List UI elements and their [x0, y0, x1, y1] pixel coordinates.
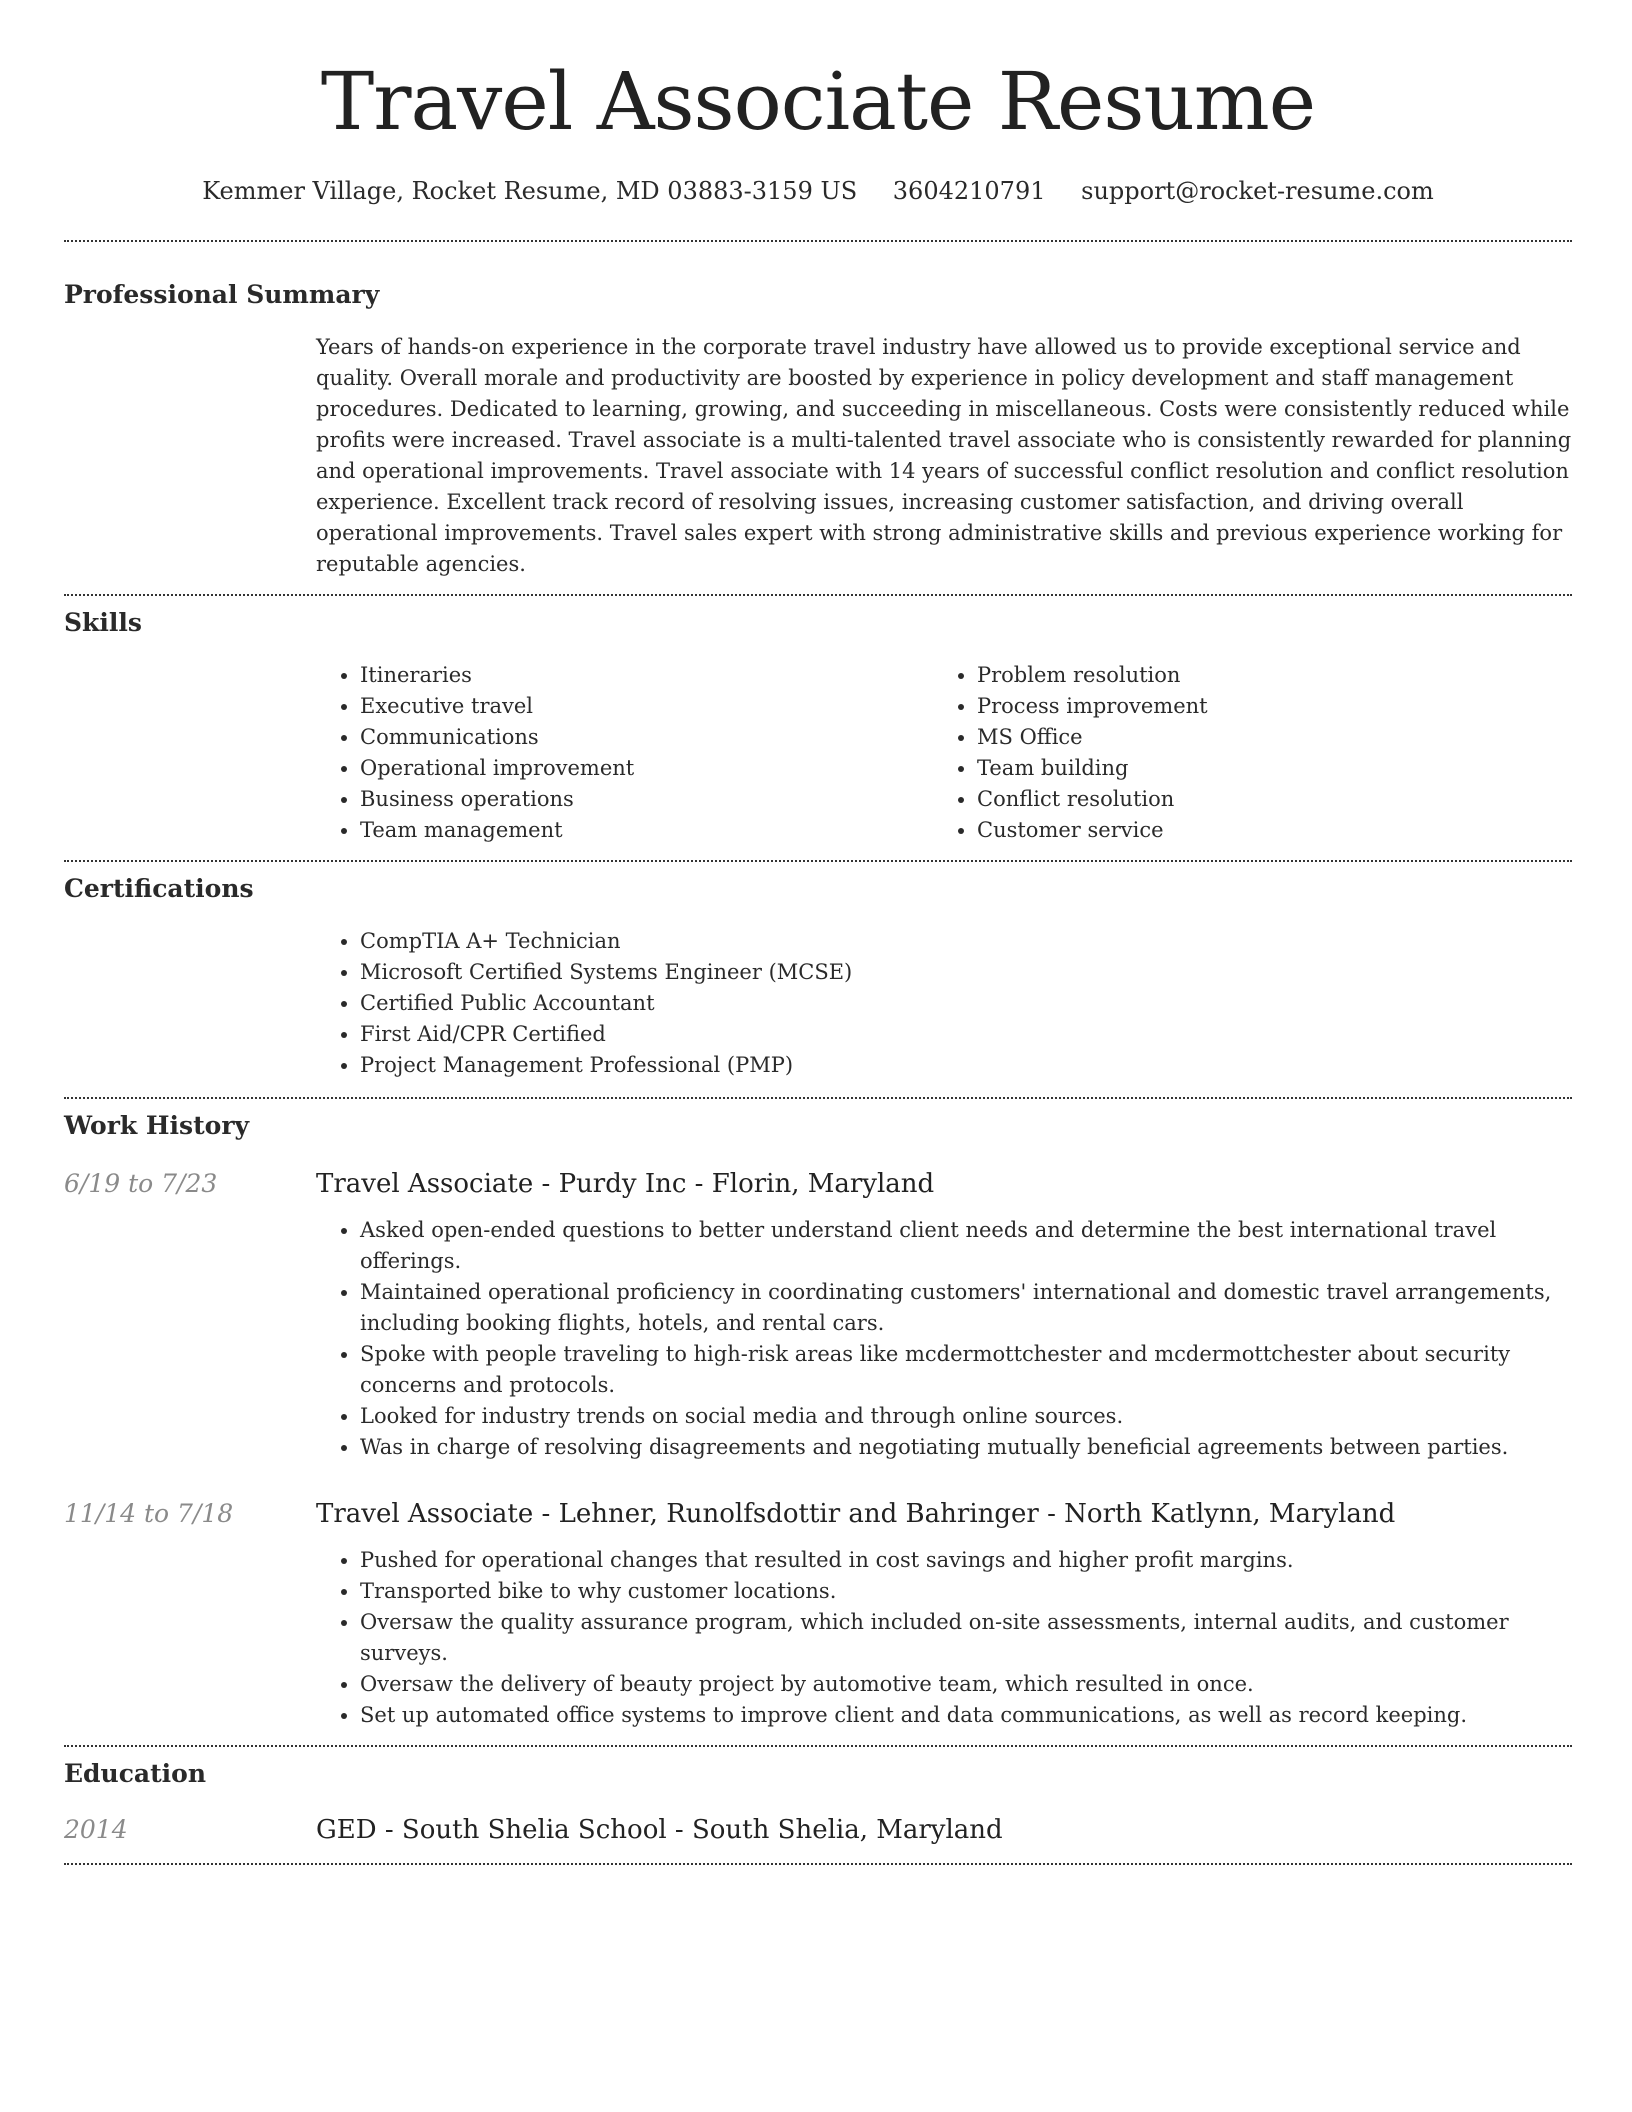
job-title: Travel Associate - Purdy Inc - Florin, Maryland	[316, 1169, 935, 1199]
job-bullet: • Transported bike to why customer locations.	[360, 1576, 1572, 1607]
summary-text: Years of hands-on experience in the corporate travel industry have allowed us to provide exceptional service and quality. Overall morale and productivity are boosted by experience in policy development and staff management procedures. Dedicated to learning, growing, and succeeding in miscellaneous. Costs were consistently reduced while profits were increased. Travel associate is a multi-talented travel associate who is consistently rewarded for planning and operational improvements. Travel associate with 14 years of successful conflict resolution and conflict resolution experience. Excellent track record of resolving issues, increasing customer satisfaction, and driving overall operational improvements. Travel sales expert with strong administrative skills and previous experience working for reputable agencies.	[316, 335, 1572, 576]
certification-item: • CompTIA A+ Technician	[360, 926, 1572, 957]
skill-item: • Customer service	[977, 815, 1550, 846]
contact-line	[64, 174, 1572, 208]
skills-heading: Skills	[64, 608, 142, 637]
skill-item: • Executive travel	[360, 691, 933, 722]
skill-item: • Process improvement	[977, 691, 1550, 722]
job-bullet: • Pushed for operational changes that resulted in cost savings and higher profit margins.	[360, 1545, 1572, 1576]
resume-page	[64, 0, 1572, 1865]
job-bullet: • Was in charge of resolving disagreements and negotiating mutually beneficial agreements between parties.	[360, 1432, 1572, 1463]
skills-list	[316, 660, 1572, 846]
skill-item: • Business operations	[360, 784, 933, 815]
certification-item: • Project Management Professional (PMP)	[360, 1050, 1572, 1081]
work-heading: Work History	[64, 1111, 250, 1140]
skills-column-right	[933, 660, 1550, 846]
divider	[64, 240, 1572, 242]
skill-item: • Team management	[360, 815, 933, 846]
job-bullet: • Asked open-ended questions to better understand client needs and determine the best international travel offerings.	[360, 1215, 1572, 1277]
skill-item: • Communications	[360, 722, 933, 753]
job-entry	[64, 1167, 1572, 1463]
divider	[64, 1863, 1572, 1865]
summary-heading: Professional Summary	[64, 280, 380, 309]
resume-title: Travel Associate Resume	[320, 55, 1316, 148]
certification-item: • First Aid/CPR Certified	[360, 1019, 1572, 1050]
divider	[64, 1745, 1572, 1747]
job-bullet: • Maintained operational proficiency in coordinating customers' international and domestic travel arrangements, including booking flights, hotels, and rental cars.	[360, 1277, 1572, 1339]
skills-column-left	[316, 660, 933, 846]
divider	[64, 594, 1572, 596]
job-bullet: • Oversaw the delivery of beauty project by automotive team, which resulted in once.	[360, 1669, 1572, 1700]
skill-item: • Team building	[977, 753, 1550, 784]
job-bullet: • Looked for industry trends on social media and through online sources.	[360, 1401, 1572, 1432]
job-dates: 11/14 to 7/18	[64, 1499, 234, 1528]
skill-item: • Conflict resolution	[977, 784, 1550, 815]
job-title: Travel Associate - Lehner, Runolfsdottir and Bahringer - North Katlynn, Maryland	[316, 1499, 1396, 1529]
job-bullet: • Set up automated office systems to improve client and data communications, as well as record keeping.	[360, 1700, 1572, 1731]
certification-item: • Microsoft Certified Systems Engineer (MCSE)	[360, 957, 1572, 988]
contact-email: support@rocket-resume.com	[1081, 177, 1434, 205]
skill-item: • Operational improvement	[360, 753, 933, 784]
job-dates: 6/19 to 7/23	[64, 1169, 218, 1198]
job-entry	[64, 1497, 1572, 1731]
divider	[64, 860, 1572, 862]
divider	[64, 1097, 1572, 1099]
skill-item: • MS Office	[977, 722, 1550, 753]
contact-address: Kemmer Village, Rocket Resume, MD 03883-3159 US	[202, 177, 858, 205]
certification-item: • Certified Public Accountant	[360, 988, 1572, 1019]
education-entry	[64, 1813, 1572, 1847]
skill-item: • Itineraries	[360, 660, 933, 691]
job-bullets	[316, 1545, 1572, 1731]
education-heading: Education	[64, 1759, 207, 1788]
job-bullet: • Oversaw the quality assurance program, which included on-site assessments, internal audits, and customer surveys.	[360, 1607, 1572, 1669]
certifications-list	[316, 926, 1572, 1081]
skill-item: • Problem resolution	[977, 660, 1550, 691]
contact-phone: 3604210791	[892, 177, 1046, 205]
certifications-heading: Certifications	[64, 874, 254, 903]
job-bullets	[316, 1215, 1572, 1463]
job-bullet: • Spoke with people traveling to high-risk areas like mcdermottchester and mcdermottchester about security concerns and protocols.	[360, 1339, 1572, 1401]
education-detail: GED - South Shelia School - South Shelia, Maryland	[316, 1815, 1003, 1845]
education-year: 2014	[64, 1815, 128, 1844]
